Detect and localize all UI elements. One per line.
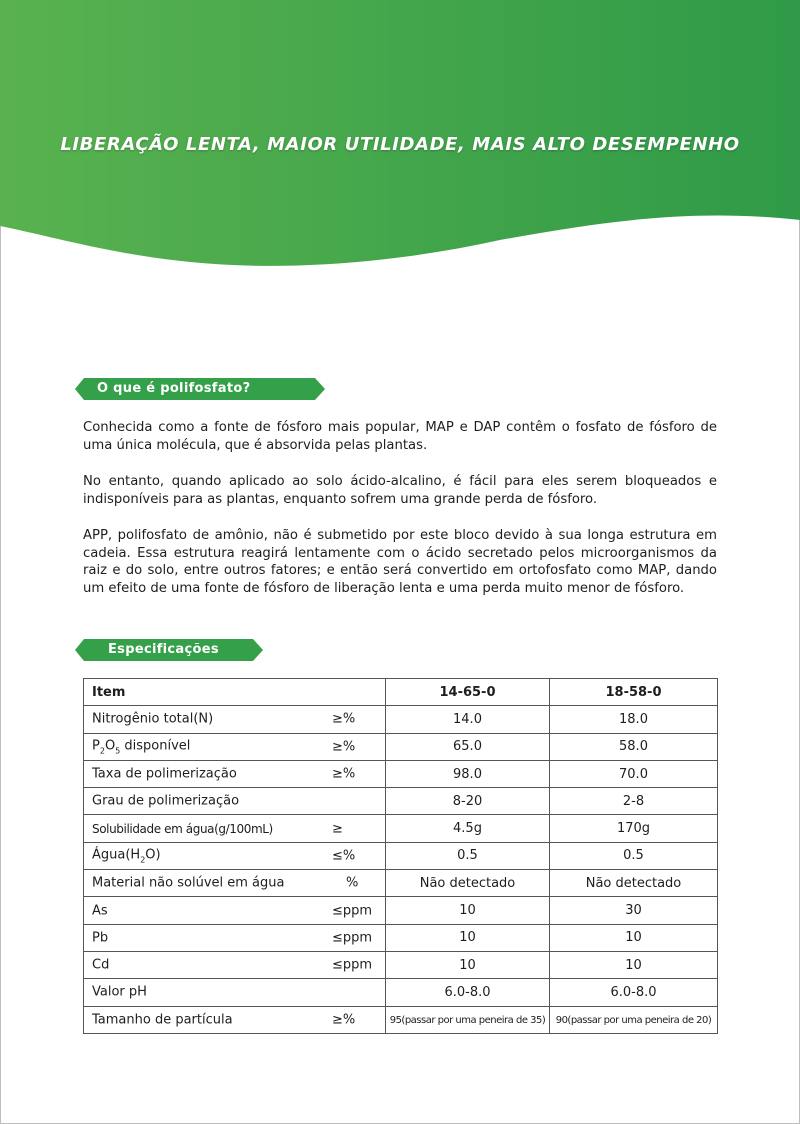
- cell-value: 95(passar por uma peneira de 35): [389, 1015, 546, 1027]
- cell-value: 10: [550, 951, 718, 978]
- row-label: Valor pH: [92, 984, 147, 1000]
- header-item: Item: [84, 679, 386, 706]
- cell-value: 6.0-8.0: [386, 979, 550, 1006]
- cell-value: 10: [386, 924, 550, 951]
- row-label: Tamanho de partícula: [92, 1012, 233, 1028]
- cell-value: 10: [550, 924, 718, 951]
- cell-value: 2-8: [550, 788, 718, 815]
- table-row: [84, 1006, 718, 1033]
- header-banner: [0, 0, 800, 280]
- table-row: [84, 842, 718, 869]
- table-row: [84, 733, 718, 760]
- header-grade-1: 14-65-0: [386, 679, 550, 706]
- specifications-table: [83, 678, 718, 1034]
- row-unit: ≤ppm: [332, 903, 373, 919]
- cell-value: 0.5: [386, 842, 550, 869]
- table-row: [84, 951, 718, 978]
- cell-value: 10: [386, 951, 550, 978]
- cell-value: 30: [550, 897, 718, 924]
- cell-value: 8-20: [386, 788, 550, 815]
- cell-value: 65.0: [386, 733, 550, 760]
- cell-value: Não detectado: [386, 870, 550, 897]
- section-heading: Especificações: [108, 642, 219, 657]
- row-unit: ≤ppm: [332, 930, 373, 946]
- table-row: [84, 870, 718, 897]
- cell-value: 98.0: [386, 760, 550, 787]
- table-row: [84, 760, 718, 787]
- section-tag-polifosfato: [75, 378, 325, 400]
- row-label: Taxa de polimerização: [92, 766, 237, 782]
- paragraph-1: Conhecida como a fonte de fósforo mais popular, MAP e DAP contêm o fosfato de fósforo de uma única molécula, que é absorvida pelas plantas.: [83, 420, 717, 453]
- cell-value: 14.0: [386, 706, 550, 733]
- table-row: [84, 815, 718, 842]
- cell-value: 90(passar por uma peneira de 20): [555, 1015, 712, 1027]
- cell-value: Não detectado: [550, 870, 718, 897]
- table-row: [84, 897, 718, 924]
- header-grade-2: 18-58-0: [550, 679, 718, 706]
- paragraph-3: APP, polifosfato de amônio, não é submetido por este bloco devido à sua longa estrutura em cadeia. Essa estrutura reagirá lentamente com o ácido secretado pelos microorganismos da raiz e do solo, entre outros fatores; e então será convertido em ortofosfato como MAP, dando um efeito de uma fonte de fósforo de liberação lenta e uma perda muito menor de fósforo.: [83, 528, 717, 596]
- row-label: $Água(H_2O)$: [92, 847, 161, 865]
- cell-value: 70.0: [550, 760, 718, 787]
- row-label: Pb: [92, 930, 109, 946]
- cell-value: 58.0: [550, 733, 718, 760]
- cell-value: 18.0: [550, 706, 718, 733]
- row-unit: ≤%: [332, 848, 356, 864]
- cell-value: 0.5: [550, 842, 718, 869]
- cell-value: 4.5g: [386, 815, 550, 842]
- table-row: [84, 979, 718, 1006]
- table-header-row: [84, 679, 718, 706]
- section-tag-especificacoes: [75, 639, 263, 661]
- section-heading: O que é polifosfato?: [97, 381, 251, 396]
- table-row: [84, 788, 718, 815]
- row-unit: ≤ppm: [332, 957, 373, 973]
- row-label: $P_2O_5$ disponível: [92, 738, 191, 756]
- cell-value: 170g: [550, 815, 718, 842]
- page-title: LIBERAÇÃO LENTA, MAIOR UTILIDADE, MAIS ALTO DESEMPENHO: [60, 134, 740, 155]
- row-unit: ≥: [332, 821, 343, 837]
- row-unit: ≥%: [332, 766, 356, 782]
- cell-value: 6.0-8.0: [550, 979, 718, 1006]
- row-unit: %: [346, 875, 359, 891]
- row-unit: ≥%: [332, 739, 356, 755]
- row-label: Solubilidade em água(g/100mL): [92, 821, 273, 836]
- row-label: Cd: [92, 957, 110, 973]
- row-label: Grau de polimerização: [92, 793, 240, 809]
- table-row: [84, 706, 718, 733]
- cell-value: 10: [386, 897, 550, 924]
- table-row: [84, 924, 718, 951]
- row-unit: ≥%: [332, 711, 356, 727]
- paragraph-2: No entanto, quando aplicado ao solo ácido-alcalino, é fácil para eles serem bloqueados e indisponíveis para as plantas, enquanto sofrem uma grande perda de fósforo.: [83, 474, 717, 507]
- row-label: Nitrogênio total(N): [92, 711, 214, 727]
- row-label: As: [92, 903, 108, 919]
- row-unit: ≥%: [332, 1012, 356, 1028]
- row-label: Material não solúvel em água: [92, 875, 285, 891]
